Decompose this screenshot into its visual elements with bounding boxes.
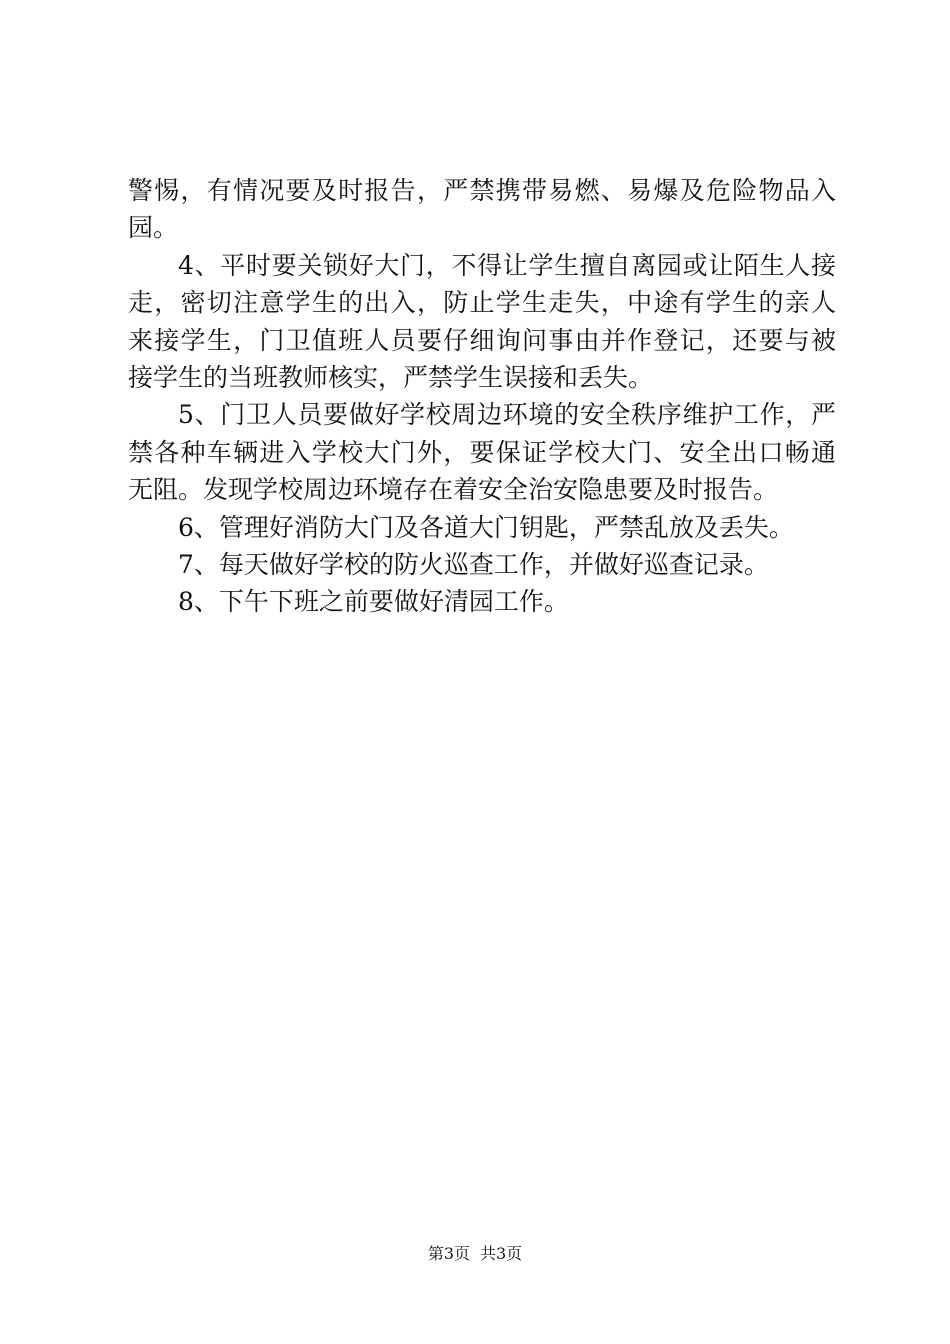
page-number-total: 共3页 [480,1244,523,1263]
text-line: 6、管理好消防大门及各道大门钥匙，严禁乱放及丢失。 [178,512,794,542]
text-line: 7、每天做好学校的防火巡查工作，并做好巡查记录。 [178,549,769,579]
text-line: 来接学生，门卫值班人员要仔细询问事由并作登记，还要与被 [128,325,836,355]
text-line: 园。 [128,213,179,243]
text-line: 警惕，有情况要及时报告，严禁携带易燃、易爆及危险物品入 [128,176,836,205]
page-footer [0,1242,950,1266]
text-line: 无阻。发现学校周边环境存在着安全治安隐患要及时报告。 [128,475,779,505]
document-body [128,172,836,621]
text-line: 8、下午下班之前要做好清园工作。 [178,587,569,617]
text-line: 禁各种车辆进入学校大门外，要保证学校大门、安全出口畅通 [128,437,836,467]
text-line: 走，密切注意学生的出入，防止学生走失，中途有学生的亲人 [128,288,836,318]
page-number-current: 第3页 [427,1244,470,1263]
text-line: 4、平时要关锁好大门，不得让学生擅自离园或让陌生人接 [178,250,836,280]
text-line: 接学生的当班教师核实，严禁学生误接和丢失。 [128,362,654,392]
text-line: 5、门卫人员要做好学校周边环境的安全秩序维护工作，严 [178,400,836,430]
